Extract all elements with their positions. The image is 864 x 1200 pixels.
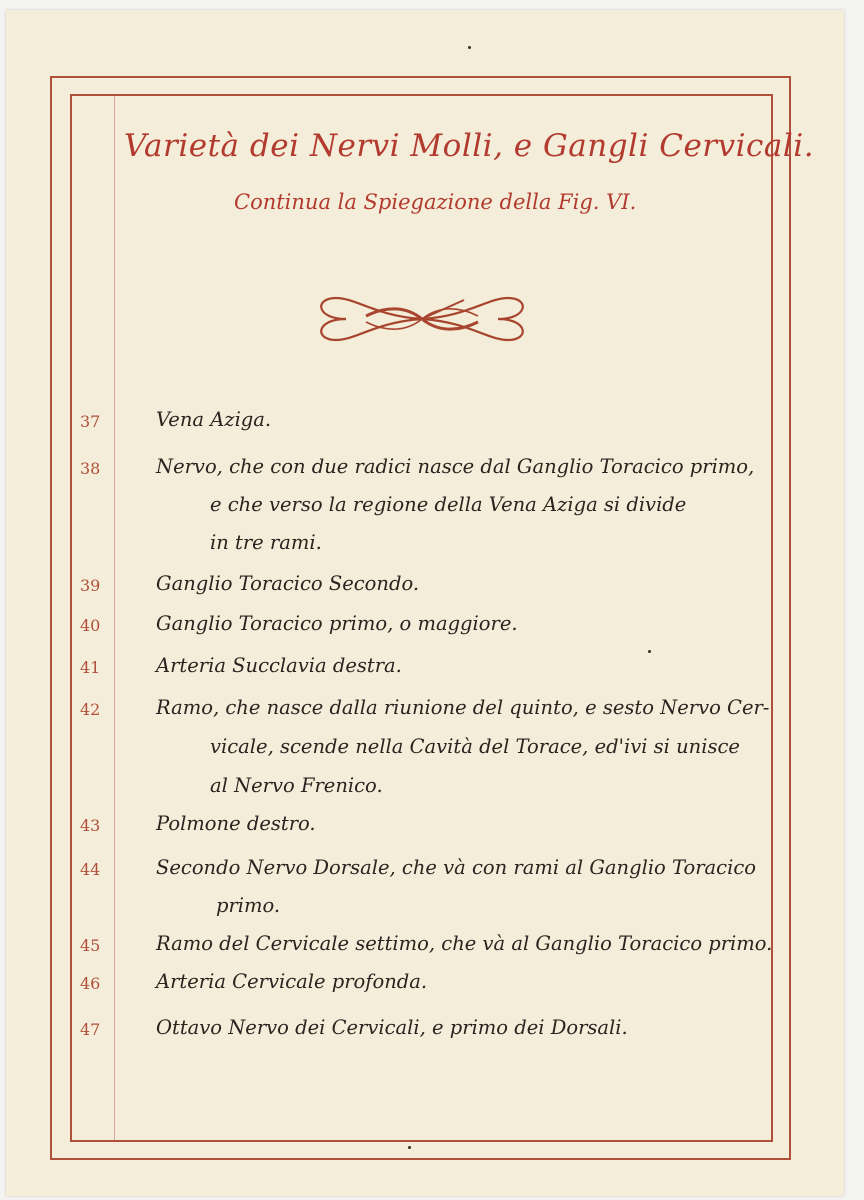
- flourish-ornament: [306, 286, 538, 352]
- entry-line: al Nervo Frenico.: [210, 774, 383, 797]
- entry-number: 45: [80, 936, 101, 955]
- entry-number: 44: [80, 860, 101, 879]
- entry-line: e che verso la regione della Vena Aziga si divide: [210, 493, 687, 516]
- entry-number: 38: [80, 459, 101, 478]
- entry-number: 40: [80, 616, 101, 635]
- entry-line: Arteria Succlavia destra.: [156, 654, 402, 677]
- manuscript-page: [6, 10, 844, 1196]
- ink-speck: [468, 46, 471, 49]
- entry-line: primo.: [216, 894, 281, 917]
- entry-line: Arteria Cervicale profonda.: [156, 970, 428, 993]
- page-subtitle: Continua la Spiegazione della Fig. VI.: [234, 190, 637, 214]
- entry-line: Vena Aziga.: [156, 408, 272, 431]
- entry-number: 47: [80, 1020, 101, 1039]
- ink-speck: [648, 650, 651, 653]
- entry-line: Ramo, che nasce dalla riunione del quinto, e sesto Nervo Cer-: [156, 696, 770, 719]
- entry-line: vicale, scende nella Cavità del Torace, ed'ivi si unisce: [210, 735, 740, 758]
- entry-line: Secondo Nervo Dorsale, che và con rami al Ganglio Toracico: [156, 856, 756, 879]
- entry-line: Polmone destro.: [156, 812, 316, 835]
- entry-line: Ottavo Nervo dei Cervicali, e primo dei Dorsali.: [156, 1016, 628, 1039]
- entry-line: Ramo del Cervicale settimo, che và al Ganglio Toracico primo.: [156, 932, 773, 955]
- ink-speck: [408, 1146, 411, 1149]
- entry-line: Nervo, che con due radici nasce dal Ganglio Toracico primo,: [156, 455, 755, 478]
- entry-number: 43: [80, 816, 101, 835]
- page-title: Varietà dei Nervi Molli, e Gangli Cervicali.: [124, 128, 815, 164]
- entry-line: in tre rami.: [210, 531, 322, 554]
- entry-number: 41: [80, 658, 101, 677]
- entry-number: 42: [80, 700, 101, 719]
- entry-line: Ganglio Toracico Secondo.: [156, 572, 420, 595]
- entry-number: 46: [80, 974, 101, 993]
- entry-number: 39: [80, 576, 101, 595]
- entry-number: 37: [80, 412, 101, 431]
- entry-line: Ganglio Toracico primo, o maggiore.: [156, 612, 518, 635]
